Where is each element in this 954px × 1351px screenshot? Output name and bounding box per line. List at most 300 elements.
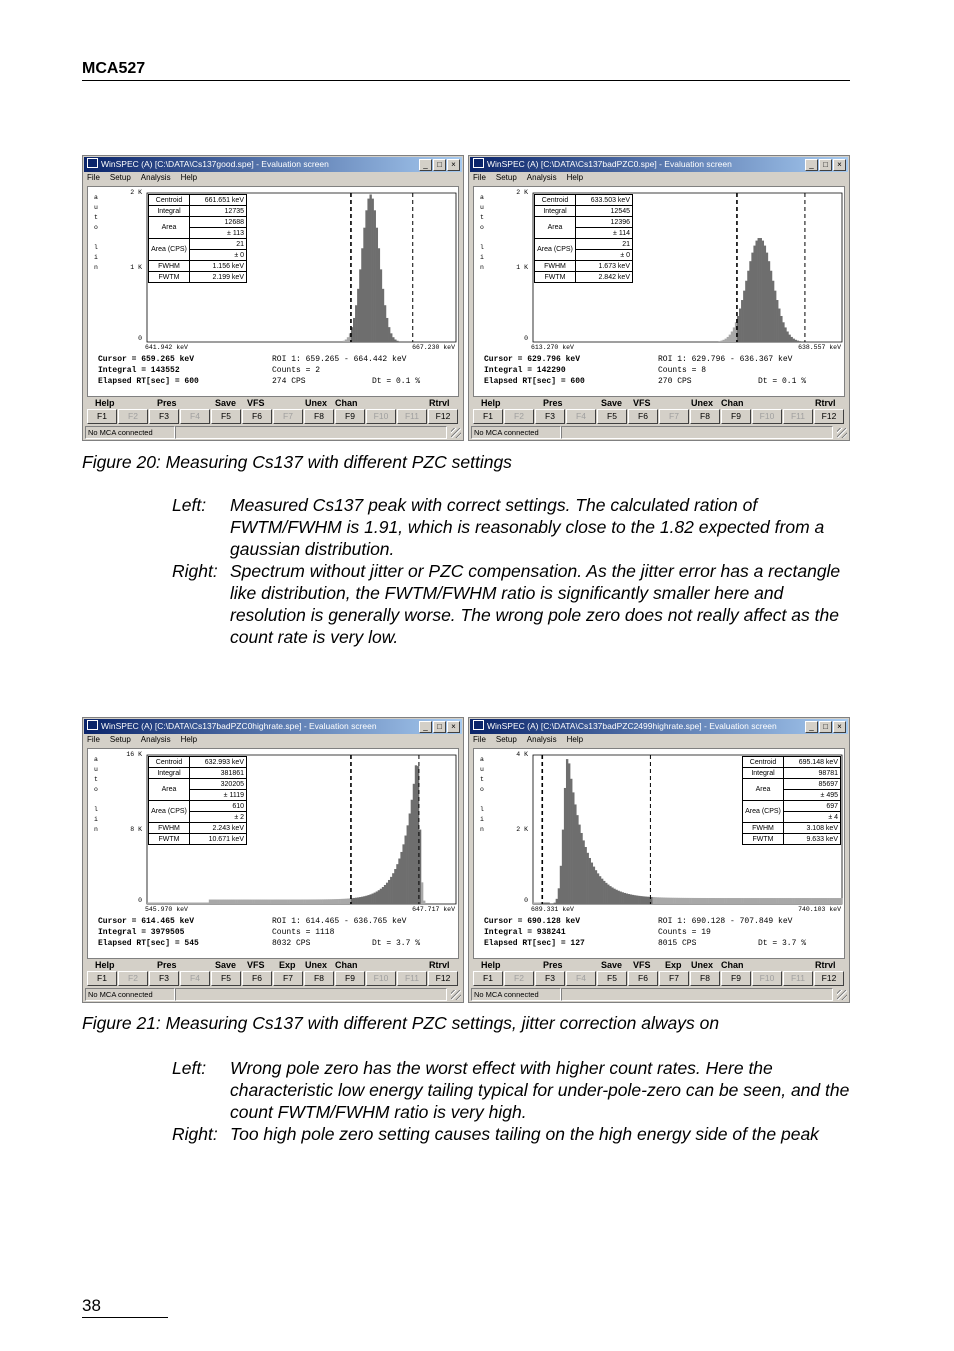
spectrum-bin (807, 898, 809, 904)
spectrum-bin (739, 309, 741, 342)
fkey-f12-button[interactable]: F12 (814, 409, 844, 424)
spectrum-bin (225, 900, 227, 904)
maximize-button[interactable]: □ (819, 159, 832, 171)
fkey-f7-button: F7 (273, 409, 303, 424)
info-integral: Integral = 938241 (484, 928, 566, 937)
spectrum-bin (334, 899, 336, 904)
stats-row (149, 801, 247, 812)
stats-row (149, 823, 247, 834)
fkey-f6-button[interactable]: F6 (628, 409, 658, 424)
spectrum-bin (688, 898, 690, 904)
spectrum-bin (747, 898, 749, 904)
fkey-f9-button[interactable]: F9 (721, 971, 751, 986)
spectrum-bin (780, 898, 782, 904)
resize-grip[interactable] (837, 990, 847, 1000)
fkey-f4-button: F4 (180, 409, 210, 424)
spectrum-bin (799, 341, 801, 342)
spectrum-bin (753, 246, 755, 342)
spectrum-bin (386, 883, 388, 904)
stats-row (149, 757, 247, 768)
spectrum-bin (264, 900, 266, 904)
resize-grip[interactable] (837, 428, 847, 438)
close-button[interactable]: × (447, 721, 460, 733)
spectrum-bin (273, 900, 275, 904)
maximize-button[interactable]: □ (819, 721, 832, 733)
y-axis-label (480, 193, 486, 273)
spectrum-bin (337, 899, 339, 904)
spectrum-bin (638, 896, 640, 904)
spectrum-bin (720, 341, 722, 342)
spectrum-bin (838, 898, 840, 904)
spectrum-bin (733, 898, 735, 904)
stat-label-centroid: Centroid (535, 195, 576, 206)
fkey-f1-button[interactable]: F1 (473, 409, 503, 424)
minimize-button[interactable]: _ (419, 721, 432, 733)
y-axis-label-letter: l (480, 806, 484, 813)
stat-label-area-cps: Area (CPS) (149, 801, 190, 823)
spectrum-bin (172, 903, 174, 904)
stat-value-fwhm: 1.156 keV (190, 261, 247, 272)
spectrum-bin (254, 900, 256, 904)
spectrum-bin (799, 898, 801, 904)
info-deadtime: Dt = 3.7 % (372, 939, 421, 948)
y-axis-label-letter: l (480, 244, 484, 251)
fkey-label-unex: Unex (305, 398, 328, 408)
fkey-f4-button: F4 (566, 409, 596, 424)
stat-label-area-cps: Area (CPS) (149, 239, 190, 261)
spectrum-bin (692, 898, 694, 904)
info-cursor: Cursor = 659.265 keV (98, 355, 195, 364)
spectrum-bin (817, 898, 819, 904)
spectrum-bin (832, 898, 834, 904)
spectrum-bin (400, 852, 402, 904)
status-bar-text: No MCA connected (471, 988, 561, 1001)
resize-grip[interactable] (451, 428, 461, 438)
spectrum-bin (593, 867, 595, 904)
spectrum-bin (376, 228, 378, 342)
stats-row (535, 217, 633, 228)
roi-info (272, 916, 420, 949)
app-icon (473, 720, 484, 730)
info-integral: Integral = 3979505 (98, 928, 185, 937)
stat-value-fwhm: 2.243 keV (190, 823, 247, 834)
stat-label-area-cps: Area (CPS) (535, 239, 576, 261)
spectrum-bin (776, 300, 778, 342)
window-controls (419, 159, 460, 171)
spectrum-bin (275, 900, 277, 904)
fkey-f8-button[interactable]: F8 (304, 409, 334, 424)
spectrum-bin (770, 898, 772, 904)
spectrum-bin (640, 896, 642, 904)
close-button[interactable]: × (447, 159, 460, 171)
stat-value-area: 12396 (576, 217, 633, 228)
stats-row (535, 206, 633, 217)
spectrum-bin (733, 327, 735, 342)
spectrum-bin (578, 825, 580, 904)
spectrum-bin (388, 880, 390, 904)
spectrum-bin (797, 898, 799, 904)
spectrum-bin (815, 898, 817, 904)
spectrum-bin (782, 898, 784, 904)
spectrum-bin (679, 898, 681, 904)
stat-value-centroid: 661.651 keV (190, 195, 247, 206)
fkey-label-pres: Pres (157, 398, 177, 408)
stat-value-centroid: 632.993 keV (190, 757, 247, 768)
fkey-f9-button[interactable]: F9 (721, 409, 751, 424)
spectrum-bin (258, 900, 260, 904)
y-tick-mid: 1 K (516, 263, 528, 271)
stat-value-fwtm: 9.633 keV (784, 834, 841, 845)
spectrum-bin (166, 903, 168, 904)
spectrum-bin (361, 897, 363, 904)
spectrum-bin (157, 903, 159, 904)
fkey-f8-button[interactable]: F8 (304, 971, 334, 986)
info-cursor: Cursor = 629.796 keV (484, 355, 581, 364)
fkey-f5-button[interactable]: F5 (211, 409, 241, 424)
spectrum-bin (384, 305, 386, 342)
y-axis-label-letter: u (94, 766, 98, 773)
spectrum-bin (636, 896, 638, 904)
menu-item-analysis[interactable]: Analysis (140, 173, 171, 182)
spectrum-bin (326, 899, 328, 904)
stat-label-fwhm: FWHM (535, 261, 576, 272)
fkey-f9-button[interactable]: F9 (335, 409, 365, 424)
x-tick-right: 638.557 keV (798, 344, 841, 351)
y-tick-mid: 8 K (130, 825, 142, 833)
spectrum-bin (176, 903, 178, 904)
spectrum-bin (791, 337, 793, 342)
fkey-f2-button: F2 (504, 971, 534, 986)
spectrum-bin (380, 889, 382, 904)
left-label: Left: (172, 495, 207, 515)
spectrum-plot[interactable] (87, 186, 459, 397)
peak-stats-table (534, 194, 633, 283)
spectrum-bin (762, 898, 764, 904)
fkey-f5-button[interactable]: F5 (597, 971, 627, 986)
minimize-button[interactable]: _ (805, 721, 818, 733)
fkey-label-vfs: VFS (247, 398, 265, 408)
spectrum-bin (710, 898, 712, 904)
menu-item-setup[interactable]: Setup (109, 173, 131, 182)
window-titlebar[interactable] (84, 157, 462, 172)
spectrum-bin (700, 898, 702, 904)
spectrum-bin (665, 898, 667, 904)
menu-item-file[interactable]: File (473, 173, 486, 182)
y-axis-label-letter: a (480, 756, 484, 763)
fkey-f3-button[interactable]: F3 (149, 409, 179, 424)
spectrum-bin (718, 898, 720, 904)
x-tick-left: 641.942 keV (145, 344, 188, 351)
fkey-f6-button[interactable]: F6 (242, 971, 272, 986)
window-controls (805, 721, 846, 733)
stat-label-fwtm: FWTM (743, 834, 784, 845)
spectrum-bin (788, 335, 790, 342)
fkey-label-unex: Unex (691, 398, 714, 408)
spectrum-bin (380, 269, 382, 342)
spectrum-bin (801, 898, 803, 904)
spectrum-bin (328, 899, 330, 904)
spectrum-bin (576, 815, 578, 904)
spectrum-bin (751, 898, 753, 904)
fkey-label-pres: Pres (543, 398, 563, 408)
stat-label-fwhm: FWHM (149, 823, 190, 834)
spectrum-bin (628, 894, 630, 904)
fkey-label-pres: Pres (157, 960, 177, 970)
spectrum-bin (306, 899, 308, 904)
stat-label-area: Area (743, 779, 784, 801)
spectrum-bin (772, 898, 774, 904)
fkey-f7-button[interactable]: F7 (273, 971, 303, 986)
stat-value-fwtm: 2.842 keV (576, 272, 633, 283)
spectrum-bin (663, 898, 665, 904)
info-counts: Counts = 2 (272, 366, 321, 375)
spectrum-bin (562, 830, 564, 904)
fkey-f11-button: F11 (783, 409, 813, 424)
spectrum-bin (359, 897, 361, 904)
maximize-button[interactable]: □ (433, 159, 446, 171)
spectrum-bin (770, 271, 772, 342)
spectrum-bin (318, 899, 320, 904)
stat-value-integral: 98781 (784, 768, 841, 779)
fkey-label-exp: Exp (279, 960, 296, 970)
spectrum-bin (174, 903, 176, 904)
spectrum-bin (797, 341, 799, 342)
stat-value-cps-error: ± 4 (784, 812, 841, 823)
fkey-f6-button[interactable]: F6 (242, 409, 272, 424)
spectrum-bin (673, 898, 675, 904)
x-tick-right: 647.717 keV (412, 906, 455, 913)
fkey-f12-button[interactable]: F12 (428, 409, 458, 424)
spectrum-bin (163, 903, 165, 904)
spectrum-bin (547, 903, 549, 904)
figure-21-description (172, 1057, 852, 1145)
spectrum-bin (190, 903, 192, 904)
fkey-f12-button[interactable]: F12 (428, 971, 458, 986)
spectrum-bin (819, 898, 821, 904)
spectrum-bin (554, 903, 556, 904)
maximize-button[interactable]: □ (433, 721, 446, 733)
fkey-label-save: Save (215, 960, 237, 970)
spectrum-bin (293, 900, 295, 904)
spectrum-bin (766, 253, 768, 342)
fkey-label-chan: Chan (335, 960, 358, 970)
menu-item-help[interactable]: Help (180, 173, 198, 182)
window-controls (805, 159, 846, 171)
menu-item-analysis[interactable]: Analysis (140, 735, 171, 744)
spectrum-bin (533, 903, 535, 904)
spectrum-bin (347, 899, 349, 904)
spectrum-bin (603, 881, 605, 904)
window-titlebar[interactable] (84, 719, 462, 734)
menu-item-analysis[interactable]: Analysis (526, 735, 557, 744)
spectrum-bin (591, 863, 593, 904)
spectrum-bin (291, 900, 293, 904)
spectrum-bin (774, 898, 776, 904)
fkey-label-save: Save (215, 398, 237, 408)
fkey-f3-button[interactable]: F3 (535, 409, 565, 424)
stat-value-integral: 381861 (190, 768, 247, 779)
fkey-f3-button[interactable]: F3 (535, 971, 565, 986)
spectrum-plot[interactable] (473, 748, 845, 959)
spectrum-bin (739, 898, 741, 904)
spectrum-bin (236, 900, 238, 904)
fkey-f8-button[interactable]: F8 (690, 409, 720, 424)
y-axis-label-letter (94, 233, 100, 243)
spectrum-bin (601, 879, 603, 904)
spectrum-bin (289, 900, 291, 904)
window-titlebar[interactable] (470, 157, 848, 172)
menu-bar (87, 735, 197, 744)
spectrum-bin (607, 885, 609, 904)
fkey-f12-button[interactable]: F12 (814, 971, 844, 986)
stat-value-cps: 697 (784, 801, 841, 812)
spectrum-bin (159, 903, 161, 904)
spectrum-bin (725, 898, 727, 904)
fkey-f1-button[interactable]: F1 (87, 971, 117, 986)
info-cps: 8032 CPS (272, 939, 311, 948)
fkey-f5-button[interactable]: F5 (597, 409, 627, 424)
function-key-row (87, 971, 458, 986)
spectrum-bin (758, 898, 760, 904)
spectrum-bin (706, 898, 708, 904)
menu-item-file[interactable]: File (87, 735, 100, 744)
menu-item-file[interactable]: File (473, 735, 486, 744)
info-counts: Counts = 1118 (272, 928, 335, 937)
spectrum-bin (545, 903, 547, 904)
close-button[interactable]: × (833, 159, 846, 171)
fkey-f2-button: F2 (504, 409, 534, 424)
spectrum-bin (620, 892, 622, 904)
spectrum-plot[interactable] (87, 748, 459, 959)
menu-item-setup[interactable]: Setup (495, 173, 517, 182)
fkey-f8-button[interactable]: F8 (690, 971, 720, 986)
spectrum-bin (250, 900, 252, 904)
y-axis-label-letter: n (480, 826, 484, 833)
y-axis-label-letter: u (94, 204, 98, 211)
spectrum-bin (749, 261, 751, 342)
spectrum-bin (312, 899, 314, 904)
fkey-f9-button[interactable]: F9 (335, 971, 365, 986)
spectrum-bin (611, 887, 613, 904)
spectrum-bin (269, 900, 271, 904)
fkey-f11-button: F11 (397, 409, 427, 424)
fkey-f3-button[interactable]: F3 (149, 971, 179, 986)
stats-row (743, 768, 841, 779)
x-tick-right: 667.230 keV (412, 344, 455, 351)
y-axis-label-letter: t (94, 214, 98, 221)
spectrum-bin (153, 903, 155, 904)
spectrum-bin (805, 898, 807, 904)
spectrum-bin (211, 900, 213, 904)
winspec-window-cs137-badpzc0-highrate (82, 717, 464, 1003)
window-titlebar[interactable] (470, 719, 848, 734)
fkey-f5-button[interactable]: F5 (211, 971, 241, 986)
spectrum-bin (743, 898, 745, 904)
fkey-f1-button[interactable]: F1 (473, 971, 503, 986)
spectrum-bin (147, 903, 149, 904)
spectrum-bin (372, 199, 374, 342)
menu-item-help[interactable]: Help (180, 735, 198, 744)
stat-label-fwhm: FWHM (743, 823, 784, 834)
stat-value-cps-error: ± 0 (190, 250, 247, 261)
spectrum-bin (376, 891, 378, 904)
close-button[interactable]: × (833, 721, 846, 733)
spectrum-bin (646, 897, 648, 904)
stat-value-area-error: ± 114 (576, 228, 633, 239)
minimize-button[interactable]: _ (419, 159, 432, 171)
spectrum-bin (556, 899, 558, 904)
spectrum-bin (378, 248, 380, 342)
info-cps: 274 CPS (272, 377, 306, 386)
spectrum-bin (421, 882, 423, 904)
spectrum-bin (246, 900, 248, 904)
menu-item-analysis[interactable]: Analysis (526, 173, 557, 182)
spectrum-bin (392, 337, 394, 342)
spectrum-bin (248, 900, 250, 904)
fkey-f7-button[interactable]: F7 (659, 971, 689, 986)
y-axis-label-letter: n (94, 826, 98, 833)
y-tick-max: 16 K (126, 751, 142, 758)
stat-label-integral: Integral (743, 768, 784, 779)
y-axis-label-letter: t (480, 776, 484, 783)
spectrum-bin (725, 339, 727, 342)
spectrum-bin (215, 900, 217, 904)
y-axis-label-letter: n (94, 264, 98, 271)
menu-item-file[interactable]: File (87, 173, 100, 182)
fkey-f10-button: F10 (752, 971, 782, 986)
spectrum-bin (776, 898, 778, 904)
stat-value-cps-error: ± 2 (190, 812, 247, 823)
stats-row (535, 195, 633, 206)
spectrum-bin (735, 898, 737, 904)
resize-grip[interactable] (451, 990, 461, 1000)
spectrum-bin (834, 898, 836, 904)
spectrum-bin (155, 903, 157, 904)
menu-item-setup[interactable]: Setup (109, 735, 131, 744)
x-tick-left: 545.970 keV (145, 906, 188, 913)
info-elapsed: Elapsed RT[sec] = 545 (98, 939, 199, 948)
spectrum-bin (589, 858, 591, 904)
menu-item-help[interactable]: Help (566, 173, 584, 182)
spectrum-bin (747, 271, 749, 342)
menu-item-setup[interactable]: Setup (495, 735, 517, 744)
roi-info (658, 354, 806, 387)
spectrum-bin (624, 893, 626, 904)
minimize-button[interactable]: _ (805, 159, 818, 171)
y-tick-max: 4 K (516, 751, 528, 758)
spectrum-bin (760, 898, 762, 904)
spectrum-bin (558, 888, 560, 904)
stat-value-fwtm: 10.671 keV (190, 834, 247, 845)
status-bar-text: No MCA connected (85, 426, 175, 439)
spectrum-bin (413, 784, 415, 904)
fkey-f6-button[interactable]: F6 (628, 971, 658, 986)
y-axis-label-letter (480, 795, 486, 805)
y-axis-label-letter: u (480, 204, 484, 211)
y-axis-label-letter: a (94, 756, 98, 763)
spectrum-plot[interactable] (473, 186, 845, 397)
spectrum-bin (764, 898, 766, 904)
menu-item-help[interactable]: Help (566, 735, 584, 744)
function-key-labels (473, 960, 845, 970)
spectrum-bin (355, 898, 357, 904)
spectrum-bin (698, 898, 700, 904)
spectrum-bin (238, 900, 240, 904)
y-tick-max: 2 K (130, 189, 142, 196)
spectrum-bin (363, 896, 365, 904)
fkey-f1-button[interactable]: F1 (87, 409, 117, 424)
y-tick-zero: 0 (524, 897, 528, 904)
